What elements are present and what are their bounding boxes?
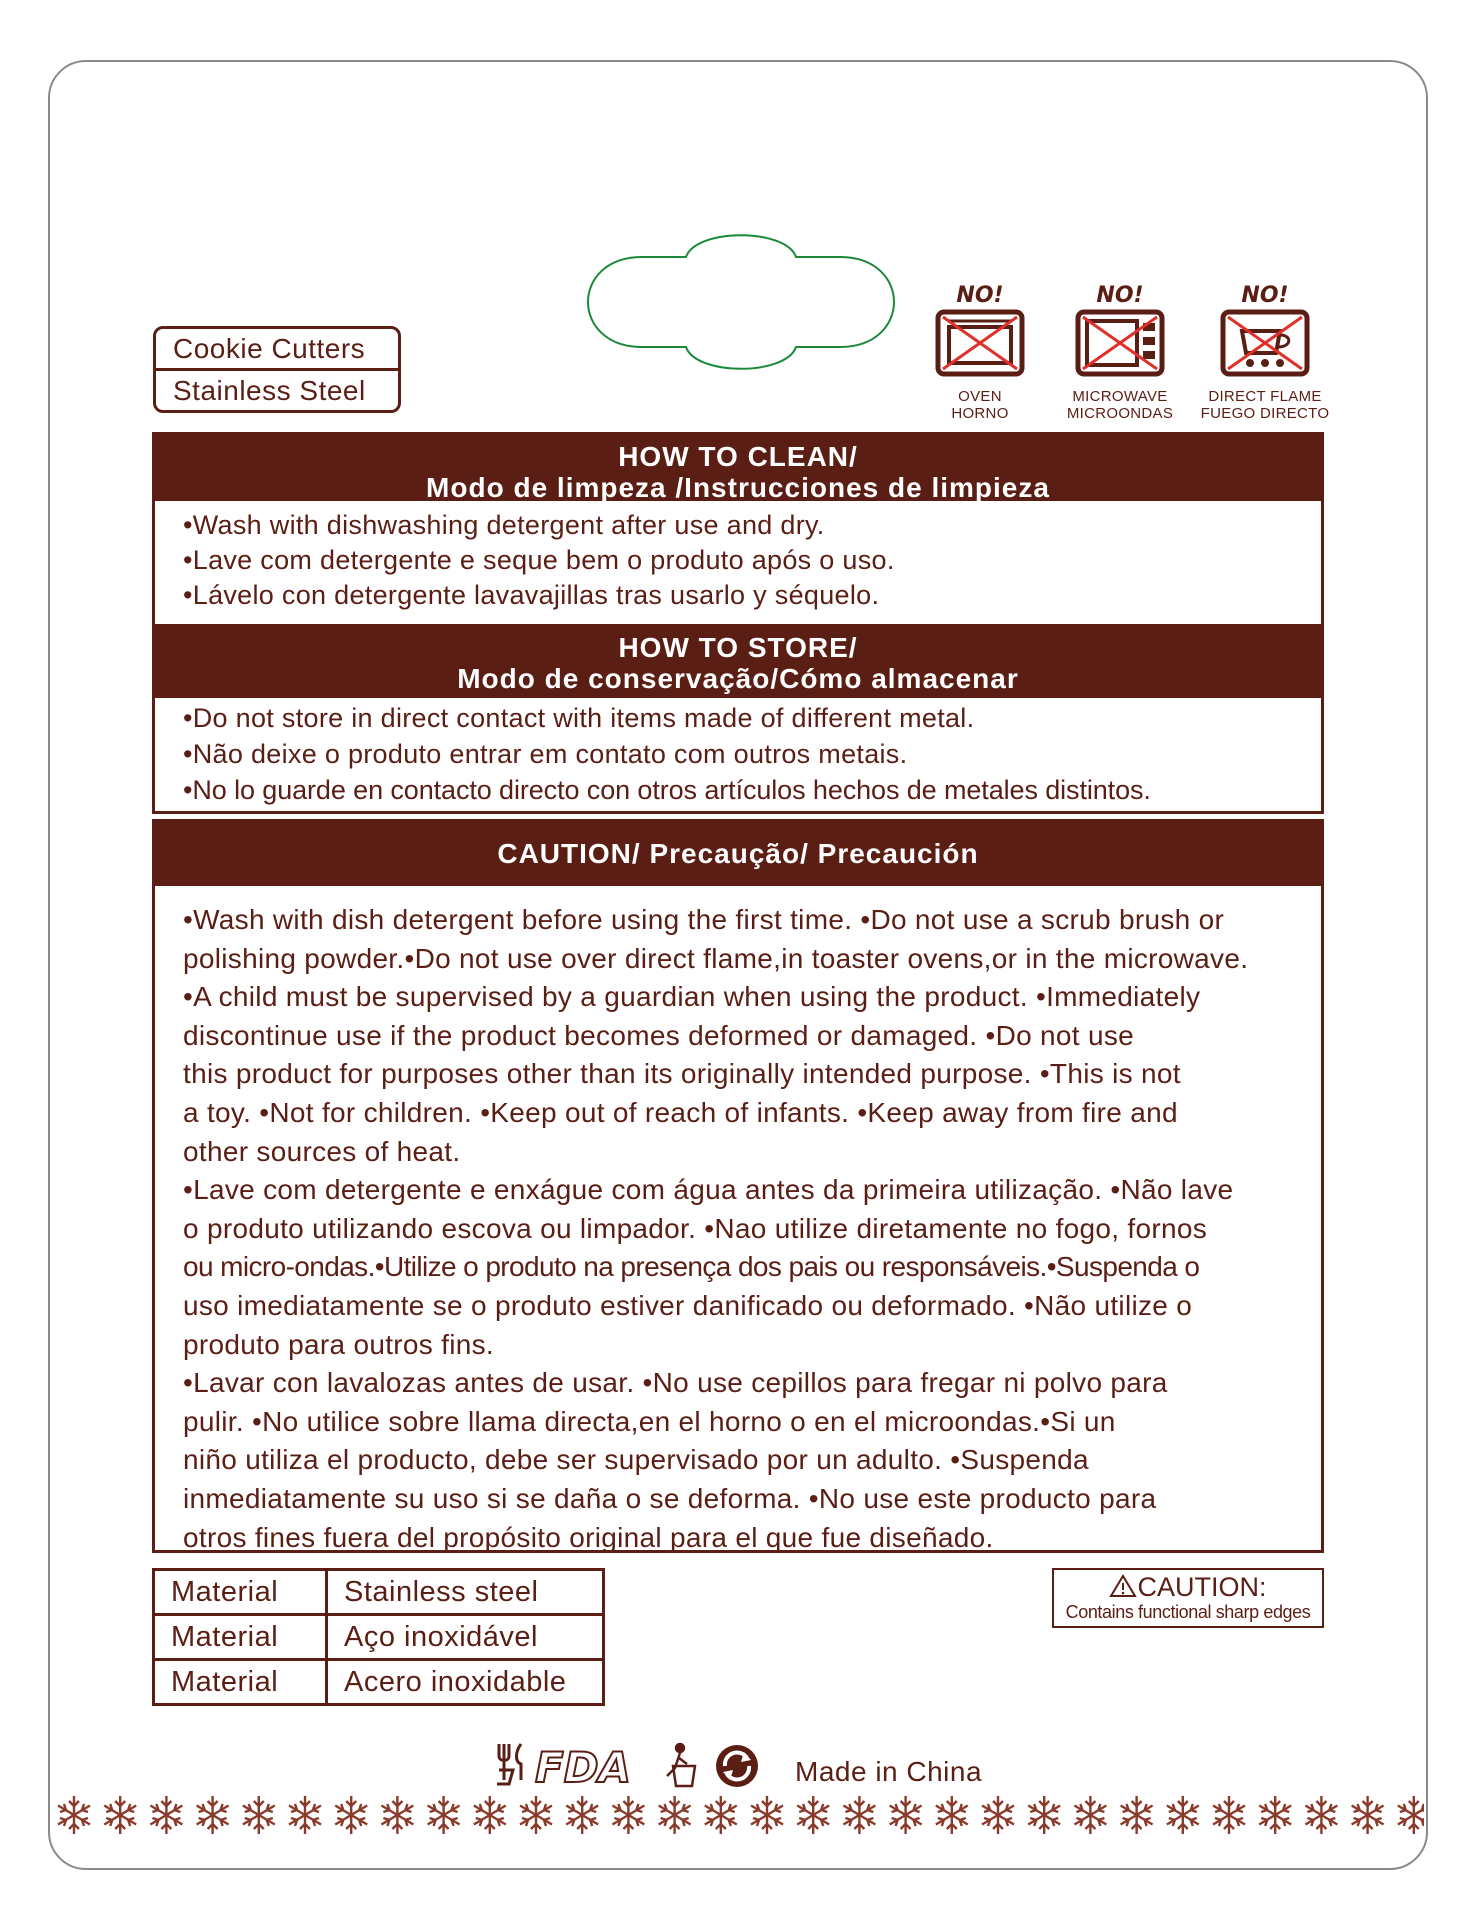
section-title: HOW TO STORE/ <box>618 632 858 663</box>
caution-line: pulir. •No utilice sobre llama directa,en el horno o en el microondas.•Si un <box>183 1405 1116 1437</box>
how-to-clean-body <box>155 501 1321 613</box>
warning-label-en: DIRECT FLAME <box>1208 388 1322 405</box>
snowflake-icon <box>705 1796 737 1834</box>
snowflake-icon <box>104 1796 136 1834</box>
caution-line: •Lave com detergente e enxágue com água antes da primeira utilização. •Não lave <box>183 1174 1234 1206</box>
caution-line: niño utiliza el producto, debe ser supervisado por un adulto. •Suspenda <box>183 1444 1089 1476</box>
warning-label-en: MICROWAVE <box>1072 388 1168 405</box>
caution-line: produto para outros fins. <box>183 1328 495 1360</box>
snowflake-icon <box>612 1796 644 1834</box>
how-to-store-header <box>155 627 1321 698</box>
snowflake-icon <box>843 1796 875 1834</box>
section-subtitle: Modo de conservação/Cómo almacenar <box>457 663 1019 694</box>
section-subtitle: Modo de limpeza /Instrucciones de limpieza <box>426 472 1050 503</box>
snowflake-icon <box>1305 1796 1337 1834</box>
caution-subtitle: Contains functional sharp edges <box>1065 1602 1311 1622</box>
material-label: Material <box>154 1660 327 1705</box>
snowflake-icon <box>1074 1796 1106 1834</box>
snowflake-icon <box>335 1796 367 1834</box>
product-name-box <box>153 326 401 413</box>
caution-line: •Wash with dish detergent before using the first time. •Do not use a scrub brush or <box>183 904 1225 935</box>
caution-section <box>152 819 1324 1553</box>
how-to-clean-header <box>155 435 1321 501</box>
caution-line: otros fines fuera del propósito original para el que fue diseñado. <box>183 1521 994 1553</box>
caution-line: ou micro-ondas.•Utilize o produto na presença dos pais ou responsáveis.•Suspenda o <box>183 1251 1200 1283</box>
snowflake-icon <box>1213 1796 1245 1834</box>
clean-line: •Lave com detergente e seque bem o produto após o uso. <box>183 545 895 575</box>
how-to-clean-section <box>152 432 1324 627</box>
warning-label-es: MICROONDAS <box>1066 405 1174 422</box>
snowflake-icon <box>566 1796 598 1834</box>
microwave-icon <box>1075 309 1165 377</box>
snowflake-icon <box>890 1796 922 1834</box>
snowflake-icon <box>797 1796 829 1834</box>
warning-label-es: HORNO <box>951 405 1009 422</box>
snowflake-icon <box>936 1796 968 1834</box>
no-oven-warning <box>915 285 1045 422</box>
food-safe-icon <box>497 1744 521 1784</box>
caution-line: •Lavar con lavalozas antes de usar. •No use cepillos para fregar ni polvo para <box>183 1367 1168 1399</box>
no-microwave-warning <box>1055 285 1185 422</box>
no-direct-flame-warning <box>1195 285 1335 422</box>
caution-header <box>155 822 1321 886</box>
recycle-bin-icon <box>667 1744 695 1786</box>
snowflake-icon <box>197 1796 229 1834</box>
no-label: NO! <box>1241 283 1289 308</box>
warning-triangle-icon <box>1109 1574 1137 1598</box>
material-value: Acero inoxidable <box>327 1660 604 1705</box>
caution-line: o produto utilizando escova ou limpador. •Nao utilize diretamente no fogo, fornos <box>183 1212 1208 1244</box>
caution-line: discontinue use if the product becomes deformed or damaged. •Do not use <box>183 1019 1134 1051</box>
caution-title: CAUTION: <box>1137 1572 1267 1602</box>
warning-label-en: OVEN <box>958 388 1002 405</box>
oven-icon <box>935 309 1025 377</box>
material-label: Material <box>154 1570 327 1615</box>
fda-logo <box>535 1743 631 1792</box>
snowflake-icon <box>150 1796 182 1834</box>
table-row <box>154 1615 604 1660</box>
caution-line: other sources of heat. <box>183 1135 461 1167</box>
snowflake-icon <box>1121 1796 1153 1834</box>
direct-flame-icon <box>1220 309 1310 377</box>
sharp-edges-caution <box>1052 1568 1324 1628</box>
snowflake-icon <box>58 1796 90 1834</box>
product-material: Stainless Steel <box>156 368 398 410</box>
snowflake-icon <box>520 1796 552 1834</box>
section-title: HOW TO CLEAN/ <box>618 441 858 472</box>
snowflake-icon <box>1028 1796 1060 1834</box>
footer-symbols <box>495 1740 785 1792</box>
table-row <box>154 1660 604 1705</box>
section-title: CAUTION/ Precaução/ Precaución <box>497 838 979 869</box>
product-name: Cookie Cutters <box>173 333 366 364</box>
caution-line: a toy. •Not for children. •Keep out of reach of infants. •Keep away from fire and <box>183 1096 1178 1128</box>
snowflake-icon <box>381 1796 413 1834</box>
recycling-icon <box>716 1745 758 1787</box>
snowflake-icon <box>474 1796 506 1834</box>
clean-line: •Wash with dishwashing detergent after use and dry. <box>183 510 825 540</box>
material-value: Stainless steel <box>327 1570 604 1615</box>
how-to-store-body <box>155 698 1321 808</box>
material-label: Material <box>154 1615 327 1660</box>
snowflake-icon <box>751 1796 783 1834</box>
caution-line: uso imediatamente se o produto estiver danificado ou deformado. •Não utilize o <box>183 1289 1193 1321</box>
caution-line: inmediatamente su uso si se daña o se deforma. •No use este producto para <box>183 1482 1157 1514</box>
material-table <box>152 1568 605 1706</box>
snowflake-icon <box>289 1796 321 1834</box>
snowflake-icon <box>428 1796 460 1834</box>
store-line: •No lo guarde en contacto directo con otros artículos hechos de metales distintos. <box>183 775 1151 805</box>
snowflake-icon <box>1259 1796 1291 1834</box>
caution-line: this product for purposes other than its originally intended purpose. •This is not <box>183 1058 1181 1090</box>
snowflake-border <box>52 1790 1424 1840</box>
caution-body <box>155 886 1321 1557</box>
hang-hole-outline <box>578 222 904 382</box>
snowflake-icon <box>1167 1796 1199 1834</box>
snowflake-icon <box>1352 1796 1384 1834</box>
caution-line: polishing powder.•Do not use over direct flame,in toaster ovens,or in the microwave. <box>183 942 1249 974</box>
snowflake-icon <box>659 1796 691 1834</box>
table-row <box>154 1570 604 1615</box>
store-line: •Do not store in direct contact with items made of different metal. <box>183 703 975 733</box>
no-label: NO! <box>956 283 1004 308</box>
snowflake-icon <box>982 1796 1014 1834</box>
clean-line: •Lávelo con detergente lavavajillas tras usarlo y séquelo. <box>183 580 880 610</box>
material-value: Aço inoxidável <box>327 1615 604 1660</box>
store-line: •Não deixe o produto entrar em contato com outros metais. <box>183 739 908 769</box>
snowflake-icon <box>243 1796 275 1834</box>
snowflake-icon <box>1398 1796 1424 1834</box>
no-label: NO! <box>1096 283 1144 308</box>
made-in-label: Made in China <box>795 1756 983 1787</box>
how-to-store-section <box>152 624 1324 814</box>
warning-label-es: FUEGO DIRECTO <box>1200 405 1330 422</box>
fda-text: FDA <box>535 1743 632 1792</box>
caution-line: •A child must be supervised by a guardian when using the product. •Immediately <box>183 981 1201 1013</box>
